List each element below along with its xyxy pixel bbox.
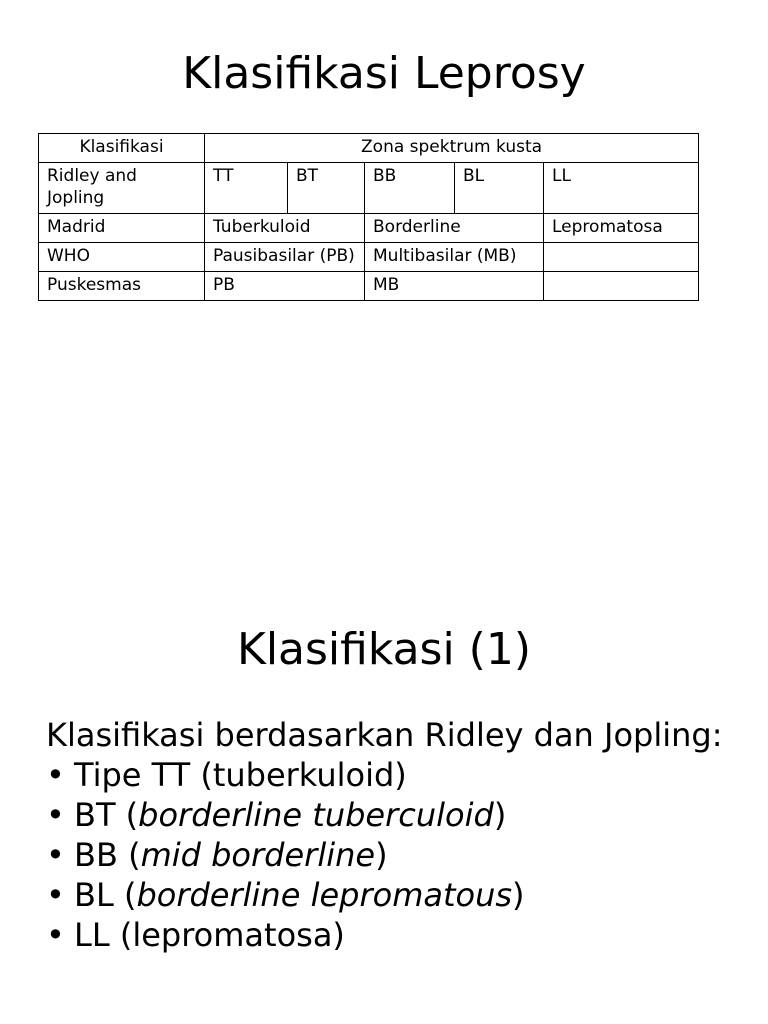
table-cell: LL [544, 163, 699, 214]
table-row-madrid [39, 214, 699, 243]
list-item [46, 796, 746, 834]
table-cell: BL [455, 163, 544, 214]
bullet-icon: • [46, 836, 65, 874]
bullet-icon: • [46, 756, 65, 794]
table-row-who [39, 243, 699, 272]
row-label: Madrid [39, 214, 205, 243]
table-cell [544, 243, 699, 272]
intro-text: Klasifikasi berdasarkan Ridley dan Jopling: [46, 716, 723, 754]
table-cell: Tuberkuloid [205, 214, 365, 243]
bullet-suffix: ) [493, 796, 507, 834]
bullet-suffix: ) [375, 836, 388, 874]
bullet-text: BB ( [74, 836, 141, 874]
row-label: Puskesmas [39, 272, 205, 301]
bullet-text: BT ( [74, 796, 139, 834]
bullet-text: BL ( [74, 876, 137, 914]
bullet-italic-text: borderline lepromatous [136, 876, 513, 914]
table-cell: MB [365, 272, 544, 301]
list-item [46, 836, 746, 874]
list-item [46, 756, 746, 794]
classification-table [38, 133, 699, 301]
row-label: Ridley and Jopling [39, 163, 205, 214]
row-label: WHO [39, 243, 205, 272]
table-cell: BB [365, 163, 455, 214]
bullet-icon: • [46, 916, 65, 954]
bullet-icon: • [46, 876, 65, 914]
list-item [46, 876, 746, 914]
slide-title-klasifikasi-1: Klasifikasi (1) [236, 624, 532, 675]
table-cell: Multibasilar (MB) [365, 243, 544, 272]
bullet-suffix: ) [512, 876, 525, 914]
bullet-italic-text: mid borderline [140, 836, 376, 874]
table-row-ridley-jopling [39, 163, 699, 214]
table-cell [544, 272, 699, 301]
bullet-list [46, 756, 746, 954]
table-header-row [39, 134, 699, 163]
table-cell: TT [205, 163, 288, 214]
bullet-text: Tipe TT (tuberkuloid) [74, 756, 407, 794]
header-klasifikasi: Klasifikasi [39, 134, 205, 163]
table-cell: PB [205, 272, 365, 301]
table-cell: Borderline [365, 214, 544, 243]
table-row-puskesmas [39, 272, 699, 301]
slide-title-leprosy: Klasifikasi Leprosy [182, 48, 586, 99]
header-zona-spektrum: Zona spektrum kusta [205, 134, 699, 163]
bullet-icon: • [46, 796, 65, 834]
table-cell: BT [288, 163, 365, 214]
table-cell: Lepromatosa [544, 214, 699, 243]
bullet-text: LL (lepromatosa) [74, 916, 345, 954]
list-item [46, 916, 746, 954]
bullet-italic-text: borderline tuberculoid [138, 796, 494, 834]
slide-body [46, 716, 746, 956]
table-cell: Pausibasilar (PB) [205, 243, 365, 272]
